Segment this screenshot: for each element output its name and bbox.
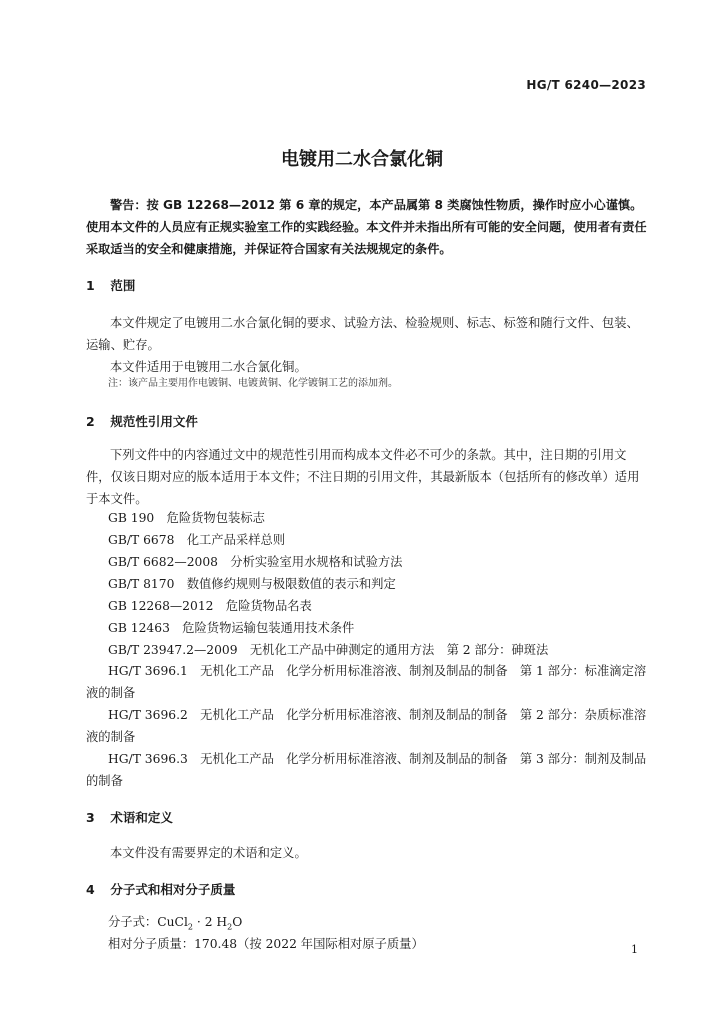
reference-item [86,660,648,704]
reference-item: GB/T 6682—2008 分析实验室用水规格和试验方法 [108,555,403,569]
reference-item: GB/T 23947.2—2009 无机化工产品中砷测定的通用方法 第 2 部分：砷斑法 [108,643,549,657]
formula-part: O [232,915,243,929]
reference-item: GB 190 危险货物包装标志 [108,511,265,525]
formula-subscript: 2 [187,922,193,932]
scope-paragraph-1: 本文件规定了电镀用二水合氯化铜的要求、试验方法、检验规则、标志、标签和随行文件、包装、运输、贮存。 [86,316,639,352]
reference-item: GB/T 8170 数值修约规则与极限数值的表示和判定 [108,577,396,591]
molecular-formula [108,912,242,931]
formula-label: 分子式： [108,915,158,929]
reference-item: GB 12268—2012 危险货物品名表 [108,599,312,613]
section-title: 范围 [110,278,136,293]
reference-item-text: HG/T 3696.3 无机化工产品 化学分析用标准溶液、制剂及制品的制备 第 3 部分：制剂及制品的制备 [86,752,647,788]
reference-item: GB 12463 危险货物运输包装通用技术条件 [108,621,355,635]
standard-code: HG/T 6240—2023 [526,78,646,92]
document-title: 电镀用二水合氯化铜 [281,149,443,170]
section-title: 规范性引用文件 [110,414,198,429]
reference-item-text: HG/T 3696.1 无机化工产品 化学分析用标准溶液、制剂及制品的制备 第 1 部分：标准滴定溶液的制备 [86,664,647,700]
molecular-mass: 相对分子质量：170.48（按 2022 年国际相对原子质量） [108,937,424,951]
section-title: 术语和定义 [110,810,173,825]
reference-item [86,748,648,792]
page-number: 1 [631,943,638,956]
section-4-heading [86,880,235,898]
section-number: 4 [86,882,95,897]
section-number: 2 [86,414,95,429]
formula-subscript: 2 [227,922,233,932]
references-intro-text: 下列文件中的内容通过文中的规范性引用而构成本文件必不可少的条款。其中，注日期的引用文件，仅该日期对应的版本适用于本文件；不注日期的引用文件，其最新版本（包括所有的修改单）适用于本文件。 [86,448,640,506]
reference-item-text: HG/T 3696.2 无机化工产品 化学分析用标准溶液、制剂及制品的制备 第 2 部分：杂质标准溶液的制备 [86,708,647,744]
reference-item [86,704,648,748]
formula-part: CuCl [157,915,188,929]
section-3-heading [86,808,173,826]
scope-paragraph-2: 本文件适用于电镀用二水合氯化铜。 [110,360,307,374]
section-3-body [86,842,648,864]
formula-part: · 2 H [192,915,228,929]
scope-note: 注：该产品主要用作电镀铜、电镀黄铜、化学镀铜工艺的添加剂。 [108,378,398,389]
section-number: 3 [86,810,95,825]
section-title: 分子式和相对分子质量 [110,882,236,897]
references-intro [86,444,648,510]
terms-paragraph: 本文件没有需要界定的术语和定义。 [110,846,307,860]
section-1-body [86,312,648,378]
section-2-heading [86,412,198,430]
reference-item: GB/T 6678 化工产品采样总则 [108,533,286,547]
warning-paragraph [86,194,648,260]
section-number: 1 [86,278,95,293]
section-1-heading [86,276,135,294]
warning-text: 警告：按 GB 12268—2012 第 6 章的规定，本产品属第 8 类腐蚀性物质，操作时应小心谨慎。使用本文件的人员应有正规实验室工作的实践经验。本文件并未指出所有可能的安全问题，使用者有责任采取适当的安全和健康措施，并保证符合国家有关法规规定的条件。 [86,198,647,256]
